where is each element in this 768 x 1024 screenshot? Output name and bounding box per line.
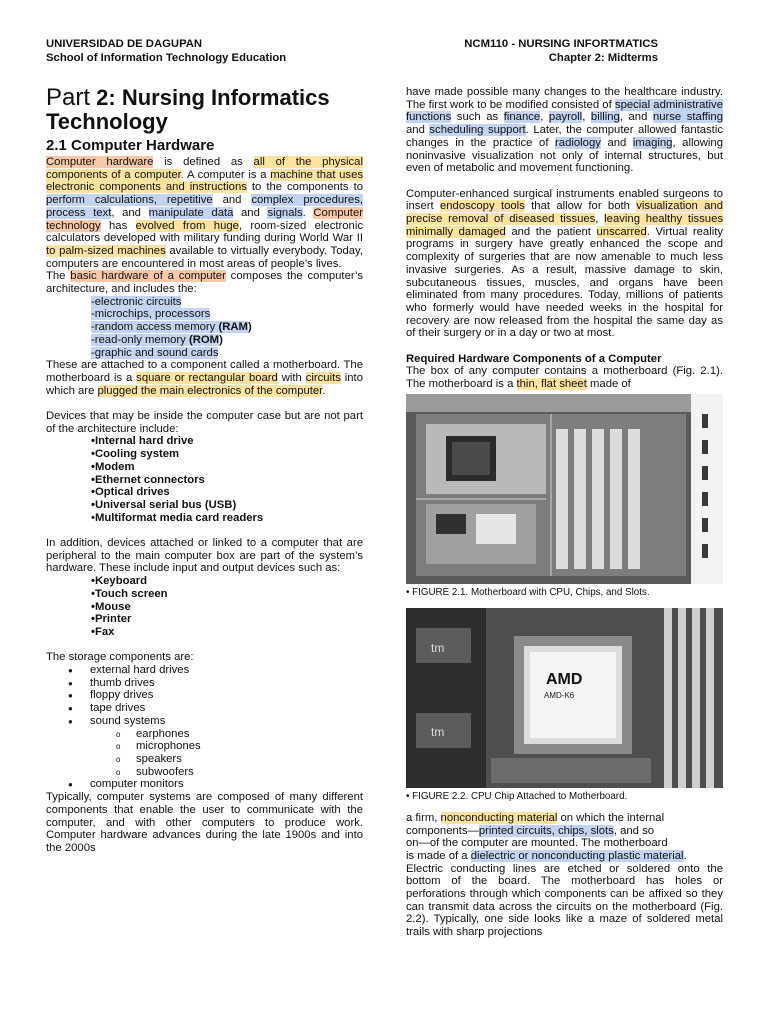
list-item: • Keyboard [91, 575, 363, 588]
list-item: ● tape drives [68, 702, 363, 715]
list-item: o speakers [116, 753, 363, 766]
list-item: • Printer [91, 613, 363, 626]
list-item: • Optical drives [91, 486, 363, 499]
university-name: UNIVERSIDAD DE DAGUPAN [46, 38, 203, 50]
section-title: 2.1 Computer Hardware [46, 137, 215, 154]
page-header-right [464, 38, 658, 65]
amd-logo-text: AMD [546, 670, 583, 688]
list-item: • Internal hard drive [91, 435, 363, 448]
page-header-left [46, 38, 286, 65]
figure-cpu-chip-image [406, 608, 723, 788]
left-column [46, 86, 363, 855]
list-item: • Universal serial bus (USB) [91, 499, 363, 512]
part-word: Part [46, 84, 91, 111]
chip-side-label: tm [431, 640, 445, 655]
list-item: • Cooling system [91, 448, 363, 461]
paragraph-definition: Computer hardware is defined as all of the physical components of a computer. A computer is a machine that uses electronic components and instructions to the components to perform calculations, repetitive and complex procedures, process text, and manipulate data and signals. Computer technology has evolved from huge, room-sized electronic calculators developed with military funding during World War II to palm-sized machines available to virtually everybody. Today, computers are encountered in most areas of people’s lives. [46, 156, 364, 270]
list-item: • Touch screen [91, 588, 363, 601]
list-item: • Fax [91, 626, 363, 639]
paragraph-healthcare-changes: have made possible many changes to the healthcare industry. The first work to be modified consisted of special administrative functions such as finance, payroll, billing, and nurse staffing and scheduling support. Later, the computer allowed fantastic changes in the practice of radiology and imaging, allowing noninvasive visualization not only of internal structures, but even of metabolic and movement functioning. [406, 86, 723, 175]
list-item: ● floppy drives [68, 689, 363, 702]
storage-list [68, 664, 363, 791]
architecture-list [91, 296, 363, 360]
paragraph-surgical-instruments: Computer-enhanced surgical instruments enabled surgeons to insert endoscopy tools that allow for both visualization and precise removal of diseased tissues, leaving healthy tissues minimally damaged and the patient unscarred. Virtual reality programs in surgery have greatly enhanced the scope and complexity of surgeries that are now amenable to much less invasive surgeries. As a result, massive damage to skin, subcutaneous tissues, muscles, and organs have been eliminated from many procedures. Today, millions of patients who formerly would have needed weeks in the hospital for recovery are now released from the hospital the same day as of their surgery or in a day or two at most. [406, 187, 724, 340]
list-item: -random access memory (RAM) [91, 321, 252, 334]
list-item: -microchips, processors [91, 308, 211, 321]
right-column [406, 86, 723, 939]
list-item: • Modem [91, 461, 363, 474]
chapter-label: Chapter 2: Midterms [548, 51, 658, 64]
figure-caption: • FIGURE 2.1. Motherboard with CPU, Chips, and Slots. [406, 586, 650, 598]
list-item: o earphones [116, 728, 363, 741]
list-item: -read-only memory (ROM) [91, 333, 223, 346]
figure-motherboard-image [406, 394, 723, 584]
list-item: -electronic circuits [91, 295, 182, 308]
figure-caption: • FIGURE 2.2. CPU Chip Attached to Motherboard. [406, 790, 628, 802]
school-name: School of Information Technology Education [46, 51, 287, 64]
list-item: • Mouse [91, 601, 363, 614]
paragraph-basic-hardware: The basic hardware of a computer composes the computer’s architecture, and includes the: [46, 270, 363, 296]
part-title [46, 86, 363, 134]
devices-inside-list [91, 435, 363, 524]
paragraph-peripherals: In addition, devices attached or linked to a computer that are peripheral to the main computer box are part of the system’s hardware. These include input and output devices such as: [46, 537, 363, 575]
list-item: ● external hard drives [68, 664, 363, 677]
list-item: -graphic and sound cards [91, 346, 219, 359]
cpu-model-text: AMD-K6 [544, 690, 575, 700]
paragraph-box: The box of any computer contains a motherboard (Fig. 2.1). The motherboard is a thin, flat sheet made of [406, 365, 723, 391]
list-item: • Ethernet connectors [91, 474, 363, 487]
paragraph-nonconducting: a firm, nonconducting material on which the internal components—printed circuits, chips, slots, and so on—of the computer are mounted. The motherboard is made of a dielectric or nonconducting plastic material. [406, 811, 687, 862]
chip-side-label: tm [431, 724, 445, 739]
list-item: • Multiformat media card readers [91, 512, 363, 525]
list-item: ● thumb drives [68, 677, 363, 690]
subsection-heading: Required Hardware Components of a Computer [406, 352, 662, 365]
part-title-rest-2: Technology [46, 109, 168, 134]
paragraph-devices-inside: Devices that may be inside the computer case but are not part of the architecture include: [46, 410, 363, 435]
part-title-rest: : Nursing Informatics [108, 85, 330, 110]
list-item: o microphones [116, 740, 363, 753]
paragraph-storage: The storage components are: [46, 651, 194, 664]
list-item: ● sound systems o earphones o microphones o speakers o subwoofers [68, 715, 363, 779]
list-item: ● computer monitors [68, 778, 363, 791]
paragraph-motherboard: These are attached to a component called a motherboard. The motherboard is a square or rectangular board with circuits into which are plugged the main electronics of the computer. [46, 359, 363, 397]
course-title: NCM110 - NURSING INFORTMATICS [464, 38, 658, 50]
sound-systems-sublist [116, 728, 363, 779]
paragraph-typical-systems: Typically, computer systems are composed of many different components that enable the user to communicate with the computer, and with other computers to produce work. Computer hardware advances during the late 1900s and into the 2000s [46, 791, 363, 854]
peripherals-list [91, 575, 363, 639]
paragraph-conducting-lines: Electric conducting lines are etched or soldered onto the bottom of the board. The motherboard has holes or perforations through which components can be affixed so they can transmit data across the circuits on the motherboard (Fig. 2.2). Typically, one side looks like a maze of soldered metal trails with sharp projections [406, 862, 723, 939]
part-number: 2 [96, 85, 109, 110]
list-item: o subwoofers [116, 766, 363, 779]
